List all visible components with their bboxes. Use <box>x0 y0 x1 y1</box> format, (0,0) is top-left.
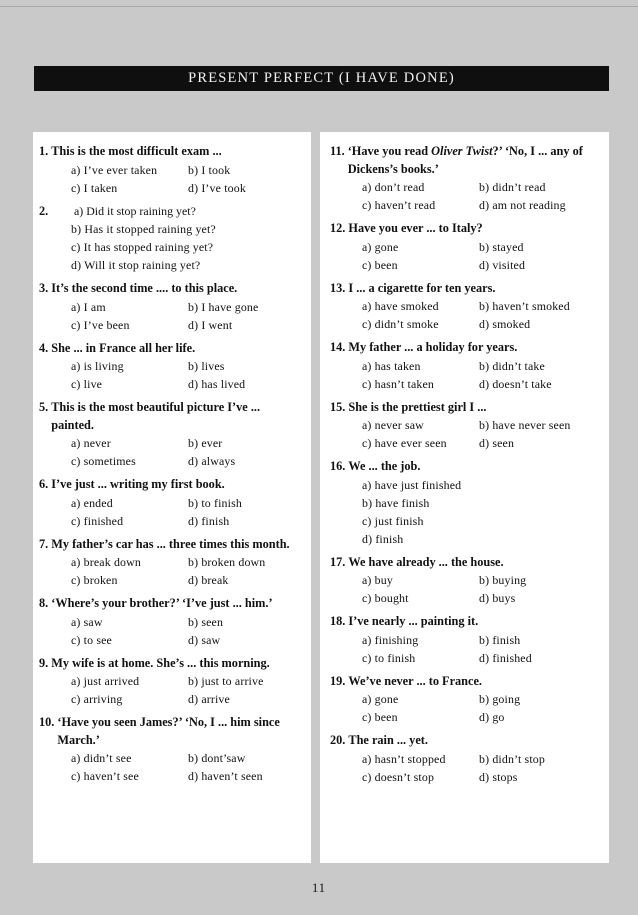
question-8 <box>39 595 303 649</box>
question-stem: She is the prettiest girl I ... <box>348 399 487 414</box>
question-19 <box>330 673 601 727</box>
option-c: c) have ever seen <box>362 436 447 450</box>
option-b: b) broken down <box>188 555 266 569</box>
question-stem: ‘Have you read Oliver Twist?’ ‘No, I ... any of Dickens’s books.’ <box>347 144 583 176</box>
question-stem: This is the most beautiful picture I’ve ... painted. <box>51 400 261 432</box>
option-b: b) buying <box>479 573 527 587</box>
question-number: 8. <box>39 596 49 610</box>
question-number: 16. <box>330 459 346 473</box>
option-a: a) finishing <box>362 632 419 647</box>
option-b: b) going <box>479 692 521 706</box>
option-d: d) smoked <box>479 317 531 331</box>
option-d: d) saw <box>188 632 221 647</box>
top-rule <box>0 6 638 7</box>
question-number: 10. <box>39 715 55 729</box>
option-b: b) didn’t read <box>479 180 546 194</box>
question-number: 20. <box>330 733 346 747</box>
question-16 <box>330 458 601 548</box>
page-number: 11 <box>311 881 327 895</box>
option-c: c) It has stopped raining yet? <box>71 240 214 254</box>
question-number: 12. <box>330 221 346 235</box>
option-a: a) don’t read <box>362 180 425 194</box>
question-2 <box>39 203 303 275</box>
question-number: 5. <box>39 400 49 414</box>
option-a: a) just arrived <box>71 674 140 688</box>
option-a: a) hasn’t stopped <box>362 751 446 766</box>
option-c: c) been <box>362 257 398 272</box>
book-title: Oliver Twist <box>431 144 493 158</box>
option-d: d) always <box>188 454 236 468</box>
question-number: 14. <box>330 340 346 354</box>
option-c: c) arriving <box>71 692 123 706</box>
question-1 <box>39 143 303 197</box>
option-a: a) gone <box>362 239 399 254</box>
option-b: b) to finish <box>188 495 242 510</box>
option-b: b) just to arrive <box>188 674 264 688</box>
option-d: d) visited <box>479 257 526 272</box>
option-d: d) buys <box>479 591 516 605</box>
page-title: PRESENT PERFECT (I HAVE DONE) <box>34 66 609 91</box>
question-18 <box>330 613 601 667</box>
question-4 <box>39 340 303 394</box>
option-b: b) lives <box>188 359 225 373</box>
option-d: d) stops <box>479 769 518 784</box>
question-15 <box>330 399 601 453</box>
question-stem: My father ... a holiday for years. <box>348 340 518 354</box>
option-b: b) have finish <box>362 495 430 510</box>
option-c: c) broken <box>71 573 118 587</box>
question-number: 4. <box>39 340 49 355</box>
right-column <box>320 132 609 863</box>
question-stem: My wife is at home. She’s ... this morning. <box>51 655 270 670</box>
option-a: a) have smoked <box>362 299 439 313</box>
option-d: d) has lived <box>188 377 246 391</box>
question-stem: Have you ever ... to Italy? <box>348 221 483 235</box>
option-a: a) never saw <box>362 418 424 432</box>
question-stem: We ... the job. <box>348 459 421 473</box>
option-a: a) never <box>71 436 111 450</box>
question-stem: It’s the second time .... to this place. <box>51 281 238 295</box>
option-a: a) I’ve ever taken <box>71 162 158 177</box>
question-stem: I’ve nearly ... painting it. <box>348 614 479 628</box>
option-d: d) am not reading <box>479 198 566 212</box>
option-b: b) ever <box>188 436 223 450</box>
question-stem: We have already ... the house. <box>348 554 504 569</box>
question-number: 17. <box>330 554 346 569</box>
option-c: c) finished <box>71 513 124 528</box>
question-number: 1. <box>39 144 49 158</box>
question-11 <box>330 143 601 214</box>
question-number: 13. <box>330 280 346 295</box>
question-20 <box>330 732 601 786</box>
question-6 <box>39 476 303 530</box>
question-number: 2. <box>39 203 49 218</box>
option-d: d) I’ve took <box>188 180 246 195</box>
option-b: b) didn’t take <box>479 358 545 373</box>
option-c: c) I’ve been <box>71 317 130 332</box>
question-number: 9. <box>39 655 49 670</box>
option-c: c) just finish <box>362 513 424 528</box>
option-a: a) I am <box>71 299 106 314</box>
option-c: c) live <box>71 377 103 391</box>
option-c: c) haven’t read <box>362 198 436 212</box>
option-c: c) didn’t smoke <box>362 317 439 331</box>
option-d: d) finished <box>479 650 532 665</box>
option-a: a) ended <box>71 495 113 510</box>
option-d: d) finish <box>362 531 404 546</box>
option-d: d) go <box>479 710 505 724</box>
question-12 <box>330 220 601 274</box>
option-c: c) I taken <box>71 180 118 195</box>
question-number: 6. <box>39 477 49 491</box>
option-d: d) haven’t seen <box>188 769 263 783</box>
question-stem: This is the most difficult exam ... <box>51 144 222 158</box>
question-3 <box>39 280 303 334</box>
option-a: a) saw <box>71 614 103 629</box>
question-number: 19. <box>330 673 346 688</box>
option-b: b) seen <box>188 614 224 629</box>
option-c: c) haven’t see <box>71 769 139 783</box>
option-d: d) seen <box>479 436 515 450</box>
option-d: d) finish <box>188 513 230 528</box>
option-b: b) I took <box>188 162 231 177</box>
question-9 <box>39 655 303 709</box>
question-stem: My father’s car has ... three times this month. <box>51 536 290 551</box>
option-a: a) is living <box>71 359 124 373</box>
option-b: b) stayed <box>479 239 524 254</box>
option-d: d) break <box>188 573 229 587</box>
option-a: a) gone <box>362 692 399 706</box>
option-a: a) have just finished <box>362 477 462 492</box>
option-a: a) Did it stop raining yet? <box>74 203 196 218</box>
option-c: c) to finish <box>362 650 416 665</box>
option-d: d) arrive <box>188 692 230 706</box>
option-b: b) Has it stopped raining yet? <box>71 222 216 236</box>
option-b: b) haven’t smoked <box>479 299 570 313</box>
question-stem: She ... in France all her life. <box>51 340 196 355</box>
option-d: d) Will it stop raining yet? <box>71 258 201 272</box>
question-5 <box>39 399 303 470</box>
option-c: c) hasn’t taken <box>362 376 435 391</box>
option-c: c) doesn’t stop <box>362 769 435 784</box>
question-stem: We’ve never ... to France. <box>348 673 483 688</box>
option-c: c) been <box>362 710 398 724</box>
question-number: 11. <box>330 144 345 158</box>
question-number: 18. <box>330 614 346 628</box>
option-a: a) has taken <box>362 358 421 373</box>
question-stem: The rain ... yet. <box>348 733 428 747</box>
question-stem: ‘Where’s your brother?’ ‘I’ve just ... him.’ <box>51 596 273 610</box>
option-c: c) bought <box>362 591 409 605</box>
question-7 <box>39 536 303 590</box>
option-a: a) buy <box>362 573 393 587</box>
option-b: b) finish <box>479 632 521 647</box>
question-number: 15. <box>330 399 346 414</box>
question-stem: I’ve just ... writing my first book. <box>51 477 225 491</box>
option-b: b) dont’saw <box>188 751 246 765</box>
option-c: c) to see <box>71 632 112 647</box>
question-10 <box>39 714 303 785</box>
option-d: d) I went <box>188 317 233 332</box>
left-column <box>33 132 311 863</box>
question-17 <box>330 554 601 608</box>
option-b: b) I have gone <box>188 299 259 314</box>
option-b: b) have never seen <box>479 418 571 432</box>
question-number: 7. <box>39 536 49 551</box>
option-c: c) sometimes <box>71 454 136 468</box>
question-stem: ‘Have you seen James?’ ‘No, I ... him since March.’ <box>57 715 280 747</box>
option-a: a) break down <box>71 555 141 569</box>
option-a: a) didn’t see <box>71 751 132 765</box>
question-number: 3. <box>39 281 49 295</box>
question-13 <box>330 280 601 334</box>
option-b: b) didn’t stop <box>479 751 545 766</box>
question-14 <box>330 339 601 393</box>
question-stem: I ... a cigarette for ten years. <box>348 280 496 295</box>
option-d: d) doesn’t take <box>479 376 552 391</box>
